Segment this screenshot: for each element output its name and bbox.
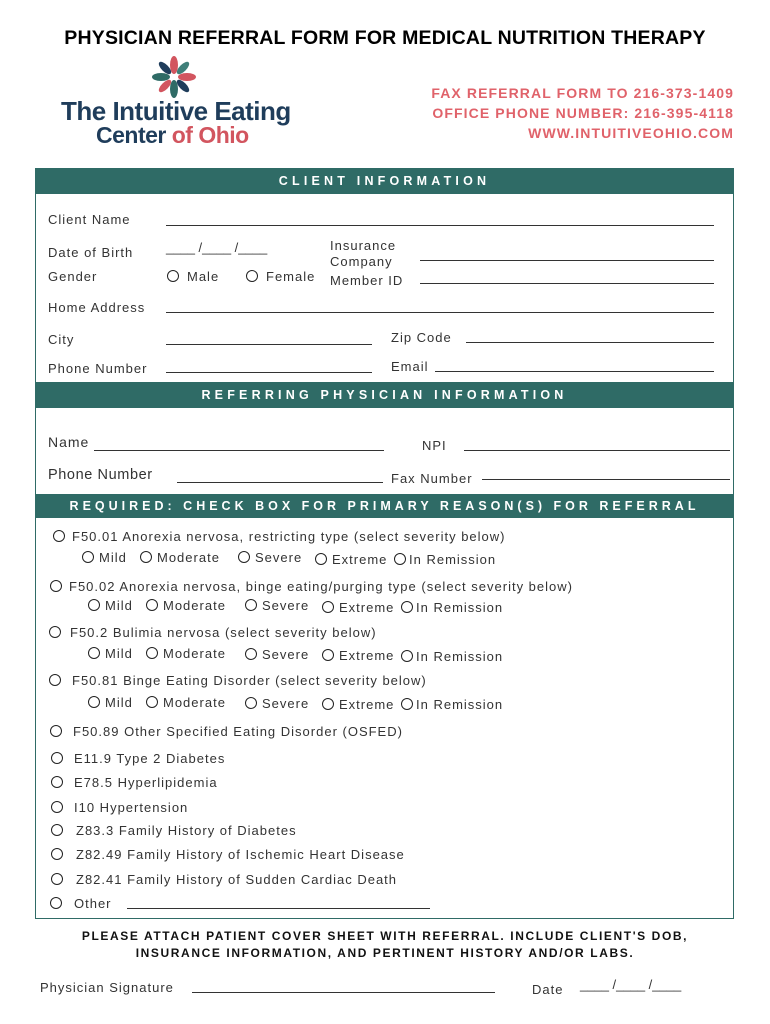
reason-radio-f50-89[interactable] (50, 725, 62, 737)
date-label: Date (532, 982, 564, 997)
zip-label: Zip Code (391, 330, 452, 345)
severity-radio-extreme-4[interactable] (322, 698, 334, 710)
reason-label-f50-02: F50.02 Anorexia nervosa, binge eating/purging type (select severity below) (69, 579, 573, 594)
member-id-field[interactable] (420, 283, 714, 284)
physician-name-field[interactable] (94, 450, 384, 451)
severity-radio-extreme-2[interactable] (322, 601, 334, 613)
severity-label-mild-4: Mild (105, 695, 133, 710)
insurance-label-2: Company (330, 254, 393, 269)
severity-radio-severe-1[interactable] (238, 551, 250, 563)
severity-radio-severe-3[interactable] (245, 648, 257, 660)
fax-info: FAX REFERRAL FORM TO 216-373-1409 (431, 85, 734, 101)
severity-radio-severe-4[interactable] (245, 697, 257, 709)
client-section-header: CLIENT INFORMATION (35, 168, 734, 194)
client-phone-label: Phone Number (48, 361, 148, 376)
reason-label-f50-2: F50.2 Bulimia nervosa (select severity below) (70, 625, 377, 640)
severity-radio-remission-3[interactable] (401, 650, 413, 662)
reason-radio-z83-3[interactable] (51, 824, 63, 836)
severity-label-moderate-4: Moderate (163, 695, 226, 710)
severity-radio-mild-2[interactable] (88, 599, 100, 611)
severity-label-remission-2: In Remission (416, 600, 504, 615)
reason-label-e78-5: E78.5 Hyperlipidemia (74, 775, 218, 790)
severity-label-extreme-1: Extreme (332, 552, 388, 567)
member-id-label: Member ID (330, 273, 404, 288)
reason-radio-f50-02[interactable] (50, 580, 62, 592)
reason-radio-z82-41[interactable] (51, 873, 63, 885)
severity-radio-remission-4[interactable] (401, 698, 413, 710)
severity-radio-remission-2[interactable] (401, 601, 413, 613)
reason-radio-other[interactable] (50, 897, 62, 909)
severity-radio-mild-1[interactable] (82, 551, 94, 563)
reason-label-f50-01: F50.01 Anorexia nervosa, restricting type (select severity below) (72, 529, 506, 544)
severity-label-remission-3: In Remission (416, 649, 504, 664)
insurance-field[interactable] (420, 260, 714, 261)
client-name-field[interactable] (166, 225, 714, 226)
reason-radio-e11-9[interactable] (51, 752, 63, 764)
zip-field[interactable] (466, 342, 714, 343)
insurance-label-1: Insurance (330, 238, 397, 253)
dob-field[interactable]: ____ /____ /____ (166, 240, 268, 255)
severity-radio-extreme-1[interactable] (315, 553, 327, 565)
severity-label-mild-1: Mild (99, 550, 127, 565)
severity-label-extreme-2: Extreme (339, 600, 395, 615)
physician-phone-label: Phone Number (48, 467, 153, 483)
severity-label-extreme-4: Extreme (339, 697, 395, 712)
reason-label-other: Other (74, 896, 112, 911)
flower-logo-icon (150, 55, 198, 99)
address-field[interactable] (166, 312, 714, 313)
signature-label: Physician Signature (40, 980, 174, 995)
notice-line-1: PLEASE ATTACH PATIENT COVER SHEET WITH REFERRAL. INCLUDE CLIENT'S DOB, (81, 929, 689, 943)
physician-phone-field[interactable] (177, 482, 383, 483)
reason-radio-e78-5[interactable] (51, 776, 63, 788)
male-radio[interactable] (167, 270, 179, 282)
severity-radio-moderate-3[interactable] (146, 647, 158, 659)
dob-label: Date of Birth (48, 245, 134, 260)
reason-radio-i10[interactable] (51, 801, 63, 813)
severity-radio-extreme-3[interactable] (322, 649, 334, 661)
reason-label-i10: I10 Hypertension (74, 800, 189, 815)
reason-radio-f50-2[interactable] (49, 626, 61, 638)
reason-label-f50-89: F50.89 Other Specified Eating Disorder (OSFED) (73, 724, 403, 739)
severity-radio-severe-2[interactable] (245, 599, 257, 611)
severity-radio-moderate-2[interactable] (146, 599, 158, 611)
reasons-section-header: REQUIRED: CHECK BOX FOR PRIMARY REASON(S) FOR REFERRAL (35, 494, 734, 518)
physician-section-header: REFERRING PHYSICIAN INFORMATION (35, 382, 734, 408)
physician-name-label: Name (48, 434, 90, 450)
reason-radio-f50-01[interactable] (53, 530, 65, 542)
severity-label-severe-1: Severe (255, 550, 303, 565)
reason-label-z83-3: Z83.3 Family History of Diabetes (76, 823, 297, 838)
city-field[interactable] (166, 344, 372, 345)
reason-radio-f50-81[interactable] (49, 674, 61, 686)
logo-subtext: Center of Ohio (96, 122, 249, 148)
npi-label: NPI (422, 438, 447, 453)
reason-label-e11-9: E11.9 Type 2 Diabetes (74, 751, 226, 766)
male-label: Male (187, 269, 220, 284)
severity-radio-moderate-4[interactable] (146, 696, 158, 708)
city-label: City (48, 332, 75, 347)
fax-field[interactable] (482, 479, 730, 480)
email-label: Email (391, 359, 429, 374)
female-label: Female (266, 269, 316, 284)
client-phone-field[interactable] (166, 372, 372, 373)
severity-label-moderate-1: Moderate (157, 550, 220, 565)
severity-radio-moderate-1[interactable] (140, 551, 152, 563)
severity-radio-mild-4[interactable] (88, 696, 100, 708)
severity-label-severe-2: Severe (262, 598, 310, 613)
npi-field[interactable] (464, 450, 730, 451)
severity-label-severe-3: Severe (262, 647, 310, 662)
logo-text: The Intuitive Eating (61, 96, 291, 126)
severity-label-severe-4: Severe (262, 696, 310, 711)
reason-radio-z82-49[interactable] (51, 848, 63, 860)
gender-label: Gender (48, 269, 98, 284)
email-field[interactable] (435, 371, 714, 372)
severity-label-remission-4: In Remission (416, 697, 504, 712)
severity-label-remission-1: In Remission (409, 552, 497, 567)
form-title: PHYSICIAN REFERRAL FORM FOR MEDICAL NUTRITION THERAPY (64, 27, 706, 49)
reason-label-z82-41: Z82.41 Family History of Sudden Cardiac Death (76, 872, 398, 887)
severity-label-moderate-2: Moderate (163, 598, 226, 613)
reason-label-f50-81: F50.81 Binge Eating Disorder (select severity below) (72, 673, 427, 688)
severity-label-mild-2: Mild (105, 598, 133, 613)
reason-label-z82-49: Z82.49 Family History of Ischemic Heart Disease (76, 847, 405, 862)
website-info: WWW.INTUITIVEOHIO.COM (528, 125, 734, 141)
female-radio[interactable] (246, 270, 258, 282)
client-name-label: Client Name (48, 212, 131, 227)
severity-radio-mild-3[interactable] (88, 647, 100, 659)
severity-radio-remission-1[interactable] (394, 553, 406, 565)
severity-label-extreme-3: Extreme (339, 648, 395, 663)
address-label: Home Address (48, 300, 146, 315)
severity-label-moderate-3: Moderate (163, 646, 226, 661)
signature-field[interactable] (192, 992, 495, 993)
other-field[interactable] (127, 908, 430, 909)
office-phone-info: OFFICE PHONE NUMBER: 216-395-4118 (432, 105, 734, 121)
fax-label: Fax Number (391, 471, 473, 486)
notice-line-2: INSURANCE INFORMATION, AND PERTINENT HISTORY AND/OR LABS. (135, 946, 635, 960)
severity-label-mild-3: Mild (105, 646, 133, 661)
date-field[interactable]: ____ /____ /____ (580, 977, 682, 992)
